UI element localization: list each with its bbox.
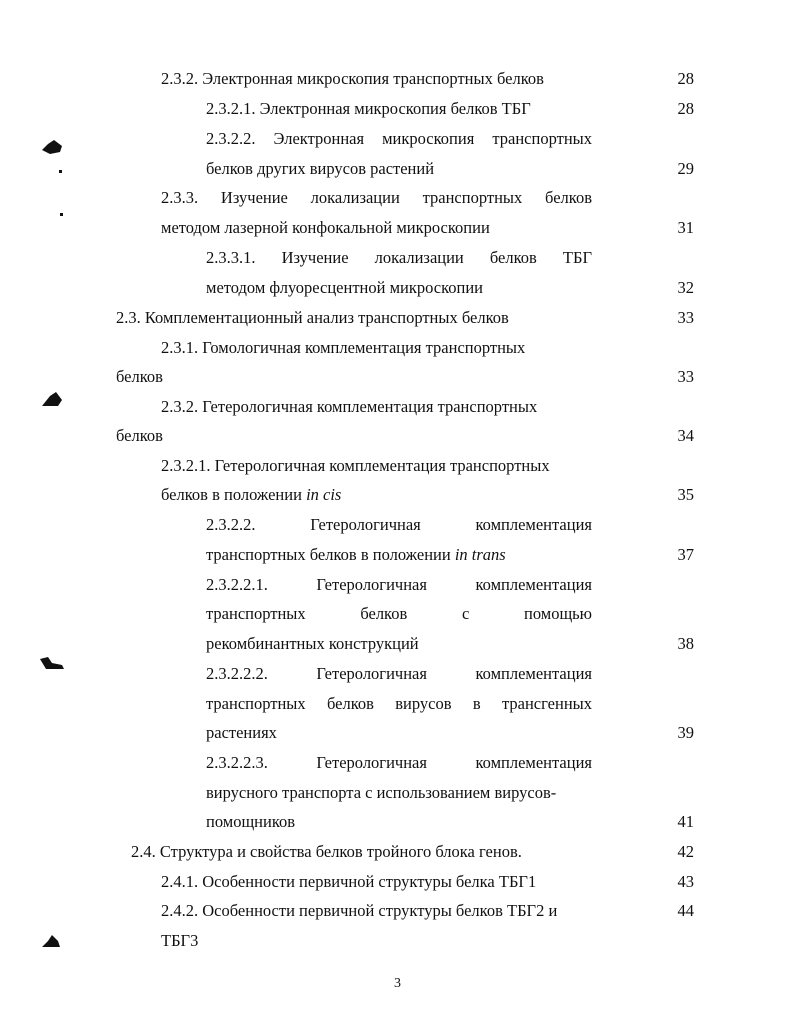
toc-entry-2-3-3-1-line1: 2.3.3.1. Изучение локализации белков ТБГ xyxy=(206,248,592,267)
toc-page-number: 39 xyxy=(677,723,694,742)
toc-entry-2-3-2-het-line2: белков xyxy=(116,426,163,445)
toc-page-number: 35 xyxy=(677,485,694,504)
toc-page-number: 42 xyxy=(677,842,694,861)
toc-page-number: 37 xyxy=(677,545,694,564)
toc-entry-2-3-2-2-3-line1: 2.3.2.2.3. Гетерологичная комплементация xyxy=(206,753,592,772)
toc-entry-2-4-2-line1: 2.4.2. Особенности первичной структуры белков ТБГ2 и xyxy=(161,901,558,920)
toc-entry-2-3-3-1-line2: методом флуоресцентной микроскопии xyxy=(206,278,484,297)
toc-entry-2-3-2-2-1-line1: 2.3.2.2.1. Гетерологичная комплементация xyxy=(206,575,592,594)
toc-entry-2-3-2-2-2-line3: растениях xyxy=(206,723,277,742)
toc-entry-2-3-2-2-het-line2: транспортных белков в положении in trans xyxy=(206,545,506,564)
toc-entry-2-3-2-2-line1: 2.3.2.2. Электронная микроскопия транспортных xyxy=(206,129,592,148)
page-number: 3 xyxy=(394,976,401,991)
scan-mark-icon xyxy=(40,933,64,953)
toc-entry-2-3-2-2-het-line1: 2.3.2.2. Гетерологичная комплементация xyxy=(206,515,592,534)
toc-page-number: 43 xyxy=(677,872,694,891)
toc-page-number: 44 xyxy=(677,901,694,920)
toc-entry-2-3-2-2-3-line2: вирусного транспорта с использованием вирусов- xyxy=(206,783,557,802)
toc-entry-2-4-2-line2: ТБГ3 xyxy=(161,931,199,950)
toc-entry-2-3-2-2-1-line3: рекомбинантных конструкций xyxy=(206,634,419,653)
toc-page-number: 31 xyxy=(677,218,694,237)
italic-in-cis: in cis xyxy=(306,485,342,504)
scan-mark-icon xyxy=(40,138,66,158)
toc-entry-2-3-1-line1: 2.3.1. Гомологичная комплементация транспортных xyxy=(161,338,526,357)
toc-entry-2-3-2-2-2-line2: транспортных белков вирусов в трансгенных xyxy=(206,694,592,713)
toc-page-number: 33 xyxy=(677,367,694,386)
toc-entry-2-3-2-1-het-line2: белков в положении in cis xyxy=(161,485,342,504)
toc-page-number: 28 xyxy=(677,69,694,88)
scan-speck xyxy=(59,170,62,173)
toc-page-number: 33 xyxy=(677,308,694,327)
scan-mark-icon xyxy=(40,390,66,410)
toc-page-number: 38 xyxy=(677,634,694,653)
toc-entry-2-3-2-1: 2.3.2.1. Электронная микроскопия белков ТБГ xyxy=(206,99,531,118)
toc-page-number: 34 xyxy=(677,426,694,445)
toc-page-number: 41 xyxy=(677,812,694,831)
toc-entry-2-3-2-em: 2.3.2. Электронная микроскопия транспортных белков xyxy=(161,69,544,88)
toc-entry-2-3-2-1-het-line1: 2.3.2.1. Гетерологичная комплементация транспортных xyxy=(161,456,550,475)
toc-entry-2-3-2-2-2-line1: 2.3.2.2.2. Гетерологичная комплементация xyxy=(206,664,592,683)
toc-entry-2-3-2-2-1-line2: транспортных белков с помощью xyxy=(206,604,592,623)
scan-speck xyxy=(60,213,63,216)
toc-entry-2-3-2-2-3-line3: помощников xyxy=(206,812,296,831)
toc-entry-2-3-2-het-line1: 2.3.2. Гетерологичная комплементация транспортных xyxy=(161,397,538,416)
italic-in-trans: in trans xyxy=(454,545,506,564)
toc-entry-2-3-1-line2: белков xyxy=(116,367,163,386)
toc-entry-2-3-3-line1: 2.3.3. Изучение локализации транспортных белков xyxy=(161,188,592,207)
toc-entry-2-4: 2.4. Структура и свойства белков тройного блока генов. xyxy=(131,842,522,861)
scan-mark-icon xyxy=(38,655,68,673)
toc-entry-2-3-2-2-line2: белков других вирусов растений xyxy=(206,159,435,178)
toc-page-number: 32 xyxy=(677,278,694,297)
toc-page-number: 29 xyxy=(677,159,694,178)
toc-entry-2-3-complementation: 2.3. Комплементационный анализ транспортных белков xyxy=(116,308,509,327)
toc-entry-2-4-1: 2.4.1. Особенности первичной структуры белка ТБГ1 xyxy=(161,872,537,891)
toc-page-number: 28 xyxy=(677,99,694,118)
toc-entry-2-3-3-line2: методом лазерной конфокальной микроскопии xyxy=(161,218,490,237)
